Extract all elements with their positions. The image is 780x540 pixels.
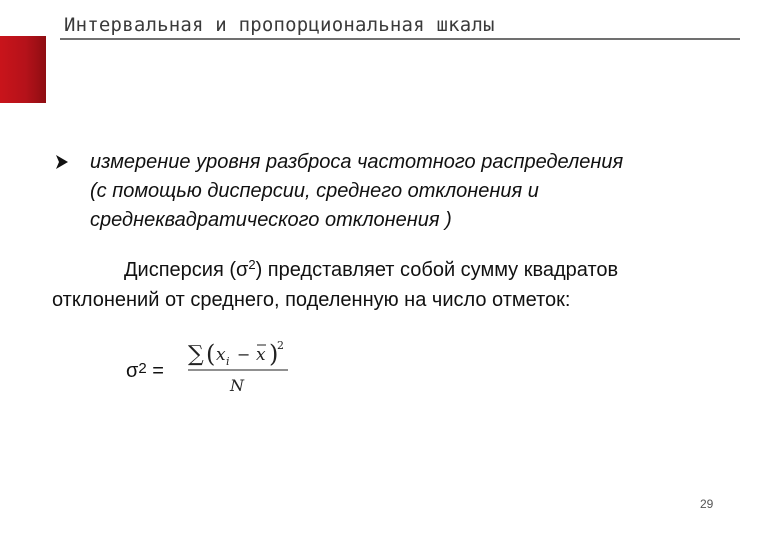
title-underline [60,38,740,40]
x-subscript: i [226,355,230,368]
formula-lhs [126,360,164,383]
denominator: N [230,376,244,395]
variance-definition [52,250,752,315]
square-exponent: 2 [277,339,284,352]
arrow-bullet-icon [55,154,69,170]
close-paren: ) [269,340,279,368]
bullet-text [90,148,755,235]
bullet-item [55,148,755,235]
bullet-line: измерение уровня разброса частотного распределения [90,151,624,173]
definition-text: ) представляет собой сумму квадратов [255,259,619,281]
bullet-line: (с помощью дисперсии, среднего отклонения и [90,180,539,202]
slide-title: Интервальная и пропорциональная шкалы [64,14,495,36]
sum-symbol: ∑ [188,342,204,367]
definition-line-1 [52,250,752,285]
x-variable: x [216,345,226,365]
definition-superscript: 2 [248,257,256,272]
equals-sign: = [146,360,164,382]
title-accent-block [0,36,46,103]
variance-formula [188,337,298,399]
mean-variable: x [256,345,266,365]
minus-sign: − [237,345,251,364]
page-number: 29 [700,497,714,511]
bullet-line: среднеквадратического отклонения ) [90,209,452,231]
sigma-exponent: 2 [138,360,147,377]
open-paren: ( [206,340,216,368]
definition-line-2: отклонений от среднего, поделенную на число отметок: [52,289,571,311]
definition-text: Дисперсия (σ [124,259,249,281]
sigma-symbol: σ [126,360,139,382]
